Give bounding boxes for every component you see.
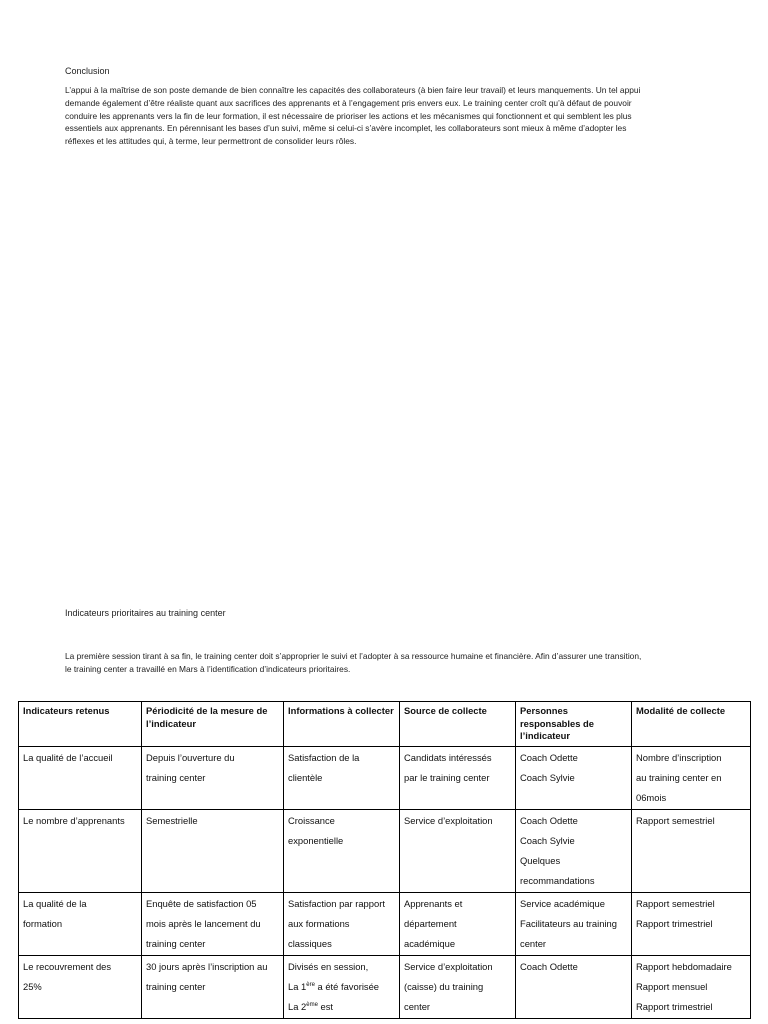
- cell-line: Service académique: [520, 897, 605, 909]
- cell-line: Satisfaction par rapport: [288, 897, 385, 909]
- table-cell: [632, 892, 751, 955]
- cell-line: Coach Odette: [520, 751, 578, 763]
- cell-line: Le nombre d’apprenants: [23, 814, 125, 826]
- table-cell: [19, 955, 142, 1018]
- table-cell: [632, 746, 751, 809]
- cell-line: Rapport semestriel: [636, 897, 715, 909]
- cell-line: 06mois: [636, 791, 667, 803]
- table-cell: [400, 955, 516, 1018]
- indicators-table: [18, 701, 751, 1019]
- table-cell: [516, 746, 632, 809]
- table-body: [19, 746, 751, 1018]
- table-cell: [142, 746, 284, 809]
- cell-line: département: [404, 917, 457, 929]
- cell-line: Rapport hebdomadaire: [636, 960, 732, 972]
- table-header-row: [19, 702, 751, 747]
- cell-line: Candidats intéressés: [404, 751, 492, 763]
- table-cell: [284, 746, 400, 809]
- table-cell: [284, 809, 400, 892]
- cell-line: au training center en: [636, 771, 722, 783]
- table-cell: [19, 746, 142, 809]
- paragraph-line: L’appui à la maîtrise de son poste demande de bien connaître les capacités des collaborateurs (à bien faire leur travail) et leurs manquements. Un tel appui: [65, 85, 641, 95]
- cell-line: formation: [23, 917, 63, 929]
- cell-line: Nombre d’inscription: [636, 751, 722, 763]
- cell-line: clientèle: [288, 771, 323, 783]
- cell-line: Croissance: [288, 814, 335, 826]
- table-cell: [632, 809, 751, 892]
- cell-line: exponentielle: [288, 834, 344, 846]
- table-cell: [516, 809, 632, 892]
- cell-line: center: [520, 937, 547, 949]
- table-cell: [516, 955, 632, 1018]
- header-cell: Indicateurs retenus: [19, 702, 142, 747]
- cell-line: Service d’exploitation: [404, 960, 493, 972]
- table-cell: [516, 892, 632, 955]
- cell-line: mois après le lancement du: [146, 917, 261, 929]
- indicators-heading: Indicateurs prioritaires au training center: [65, 608, 226, 618]
- table-cell: [142, 955, 284, 1018]
- cell-line: Semestrielle: [146, 814, 198, 826]
- table-cell: [142, 892, 284, 955]
- cell-line: Quelques: [520, 854, 561, 866]
- paragraph-line: réflexes et les attitudes qui, à terme, leur permettront de consolider leurs rôles.: [65, 136, 357, 147]
- cell-line: Depuis l’ouverture du: [146, 751, 235, 763]
- table-cell: [400, 892, 516, 955]
- header-cell: Source de collecte: [400, 702, 516, 747]
- cell-line: training center: [146, 980, 206, 992]
- paragraph-line: La première session tirant à sa fin, le training center doit s’approprier le suivi et l’adopter à sa ressource humaine et financière. Afin d’assurer une transition,: [65, 651, 642, 661]
- cell-line: (caisse) du training: [404, 980, 484, 992]
- cell-line: La qualité de la: [23, 897, 87, 909]
- cell-line: 25%: [23, 980, 42, 992]
- table-row: [19, 809, 751, 892]
- cell-line: training center: [146, 937, 206, 949]
- cell-line: par le training center: [404, 771, 490, 783]
- cell-line: La qualité de l’accueil: [23, 751, 113, 763]
- paragraph-line: conduire les apprenants vers la fin de leur formation, il est nécessaire de prioriser les actions et les mécanismes qui fonctionnent et qui semblent les plus: [65, 110, 632, 121]
- cell-line: Coach Sylvie: [520, 834, 575, 846]
- table-cell: [19, 892, 142, 955]
- cell-line: La 1ère a été favorisée: [288, 980, 380, 992]
- conclusion-paragraph: [65, 84, 707, 148]
- table-cell: [400, 809, 516, 892]
- cell-line: Rapport mensuel: [636, 980, 708, 992]
- header-cell: Personnes responsables de l’indicateur: [516, 702, 632, 747]
- cell-line: académique: [404, 937, 456, 949]
- cell-line: Coach Odette: [520, 814, 578, 826]
- cell-line: Le recouvrement des: [23, 960, 112, 972]
- paragraph-line: demande également d’être réaliste quant aux sacrifices des apprenants et à l’engagement pris envers eux. Le training center croît qu’à défaut de pouvoir: [65, 97, 632, 108]
- table-row: [19, 955, 751, 1018]
- table-cell: [142, 809, 284, 892]
- conclusion-heading: Conclusion: [65, 66, 110, 76]
- cell-line: Divisés en session,: [288, 960, 369, 972]
- cell-line: Service d’exploitation: [404, 814, 493, 826]
- header-cell: Modalité de collecte: [632, 702, 751, 747]
- cell-line: Satisfaction de la: [288, 751, 360, 763]
- cell-line: Rapport trimestriel: [636, 917, 713, 929]
- header-cell: Périodicité de la mesure de l’indicateur: [142, 702, 284, 747]
- cell-line: aux formations: [288, 917, 350, 929]
- table-row: [19, 892, 751, 955]
- cell-line: Rapport semestriel: [636, 814, 715, 826]
- cell-line: classiques: [288, 937, 332, 949]
- paragraph-line: le training center a travaillé en Mars à l’identification d’indicateurs prioritaires.: [65, 663, 351, 674]
- cell-line: La 2ème est: [288, 1000, 334, 1012]
- table-cell: [632, 955, 751, 1018]
- cell-line: Facilitateurs au training: [520, 917, 617, 929]
- cell-line: recommandations: [520, 874, 595, 886]
- cell-line: 30 jours après l’inscription au: [146, 960, 268, 972]
- cell-line: center: [404, 1000, 431, 1012]
- cell-line: Coach Odette: [520, 960, 578, 972]
- cell-line: Rapport trimestriel: [636, 1000, 713, 1012]
- paragraph-line: essentiels aux apprenants. En pérennisant les bases d’un suivi, même si celui-ci s’avère incomplet, les collaborateurs sont mieux à même d’adopter les: [65, 123, 627, 134]
- table-cell: [284, 955, 400, 1018]
- indicators-paragraph: [65, 650, 707, 676]
- header-cell: Informations à collecter: [284, 702, 400, 747]
- table-cell: [284, 892, 400, 955]
- cell-line: Coach Sylvie: [520, 771, 575, 783]
- table-row: [19, 746, 751, 809]
- cell-line: Apprenants et: [404, 897, 463, 909]
- table-cell: [19, 809, 142, 892]
- cell-line: Enquête de satisfaction 05: [146, 897, 257, 909]
- table-cell: [400, 746, 516, 809]
- cell-line: training center: [146, 771, 206, 783]
